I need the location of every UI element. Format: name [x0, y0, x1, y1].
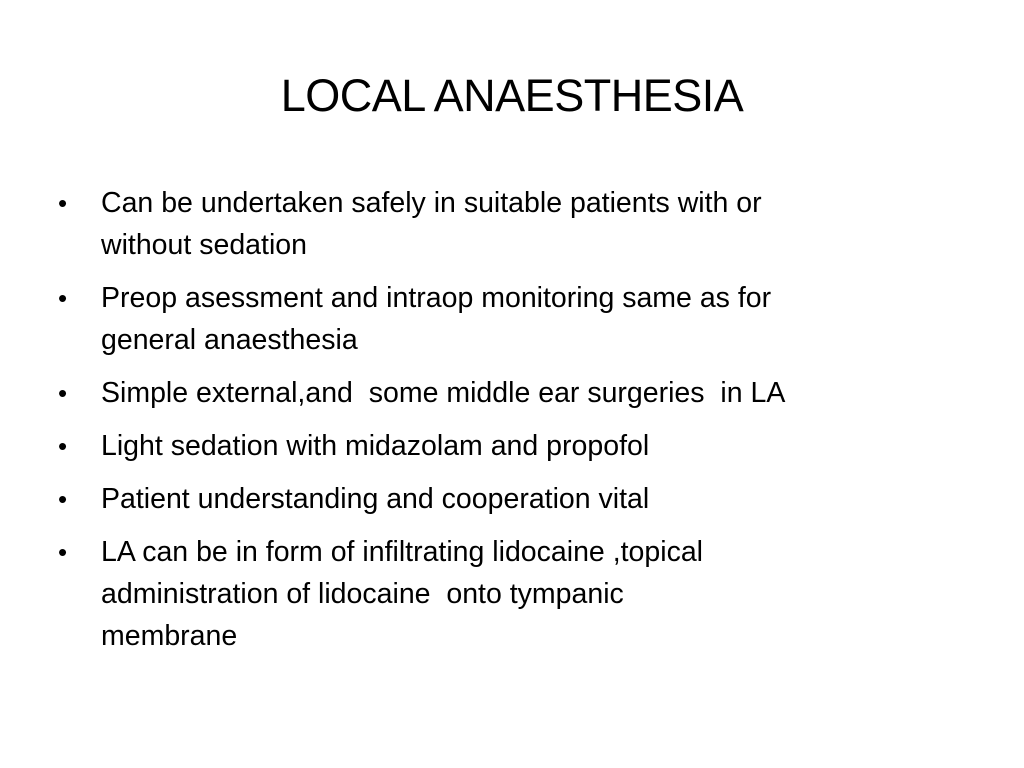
- bullet-item: [58, 277, 988, 361]
- bullet-text: Simple external,and some middle ear surgeries in LA: [101, 377, 786, 409]
- bullet-dot-icon: •: [58, 378, 68, 408]
- bullet-text: Preop asessment and intraop monitoring same as for general anaesthesia: [101, 282, 772, 356]
- bullet-item: [58, 425, 988, 467]
- slide-title: LOCAL ANAESTHESIA: [280, 70, 744, 121]
- bullet-item: [58, 182, 988, 266]
- bullet-text: LA can be in form of infiltrating lidocaine ,topical administration of lidocaine onto tympanic membrane: [101, 536, 704, 652]
- bullet-item: [58, 531, 988, 657]
- bullet-dot-icon: •: [58, 188, 68, 218]
- bullet-dot-icon: •: [58, 537, 68, 567]
- bullet-dot-icon: •: [58, 431, 68, 461]
- bullet-text: Can be undertaken safely in suitable patients with or without sedation: [101, 187, 762, 261]
- bullet-text: Light sedation with midazolam and propofol: [101, 430, 650, 462]
- bullet-text: Patient understanding and cooperation vital: [101, 483, 650, 515]
- bullet-dot-icon: •: [58, 484, 68, 514]
- bullet-item: [58, 372, 988, 414]
- bullet-list: [58, 182, 988, 668]
- bullet-item: [58, 478, 988, 520]
- bullet-dot-icon: •: [58, 283, 68, 313]
